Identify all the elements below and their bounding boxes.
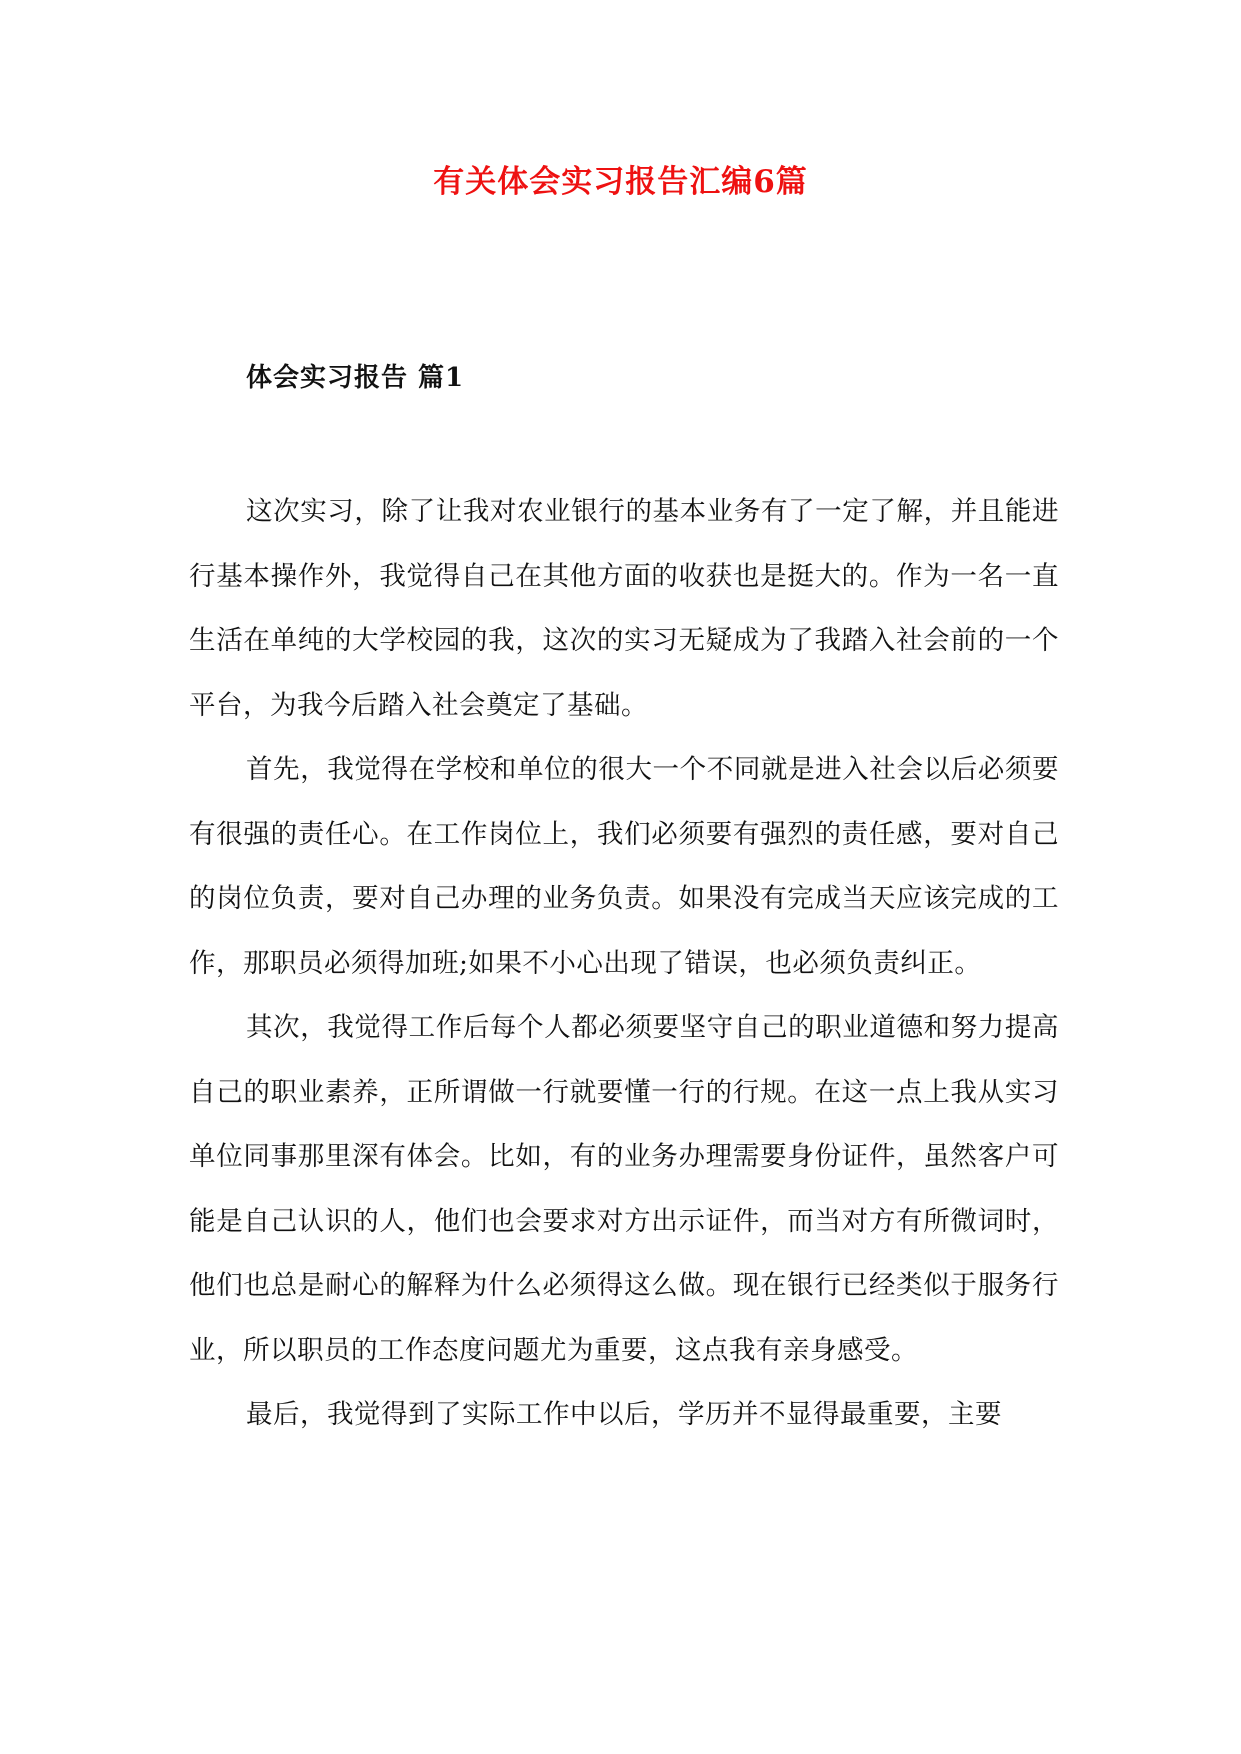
document-body bbox=[189, 480, 1059, 1448]
paragraph-2: 首先，我觉得在学校和单位的很大一个不同就是进入社会以后必须要有很强的责任心。在工作岗位上，我们必须要有强烈的责任感，要对自己的岗位负责，要对自己办理的业务负责。如果没有完成当天应该完成的工作，那职员必须得加班;如果不小心出现了错误，也必须负责纠正。 bbox=[189, 754, 1059, 979]
paragraph-4: 最后，我觉得到了实际工作中以后，学历并不显得最重要，主要 bbox=[246, 1399, 1002, 1430]
paragraph-3: 其次，我觉得工作后每个人都必须要坚守自己的职业道德和努力提高自己的职业素养，正所谓做一行就要懂一行的行规。在这一点上我从实习单位同事那里深有体会。比如，有的业务办理需要身份证件，虽然客户可能是自己认识的人，他们也会要求对方出示证件，而当对方有所微词时，他们也总是耐心的解释为什么必须得这么做。现在银行已经类似于服务行业，所以职员的工作态度问题尤为重要，这点我有亲身感受。 bbox=[189, 1012, 1059, 1366]
section-heading: 体会实习报告 篇1 bbox=[246, 363, 465, 393]
paragraph-1: 这次实习，除了让我对农业银行的基本业务有了一定了解，并且能进行基本操作外，我觉得自己在其他方面的收获也是挺大的。作为一名一直生活在单纯的大学校园的我，这次的实习无疑成为了我踏入社会前的一个平台，为我今后踏入社会奠定了基础。 bbox=[189, 496, 1059, 721]
document-title: 有关体会实习报告汇编6篇 bbox=[433, 164, 808, 200]
